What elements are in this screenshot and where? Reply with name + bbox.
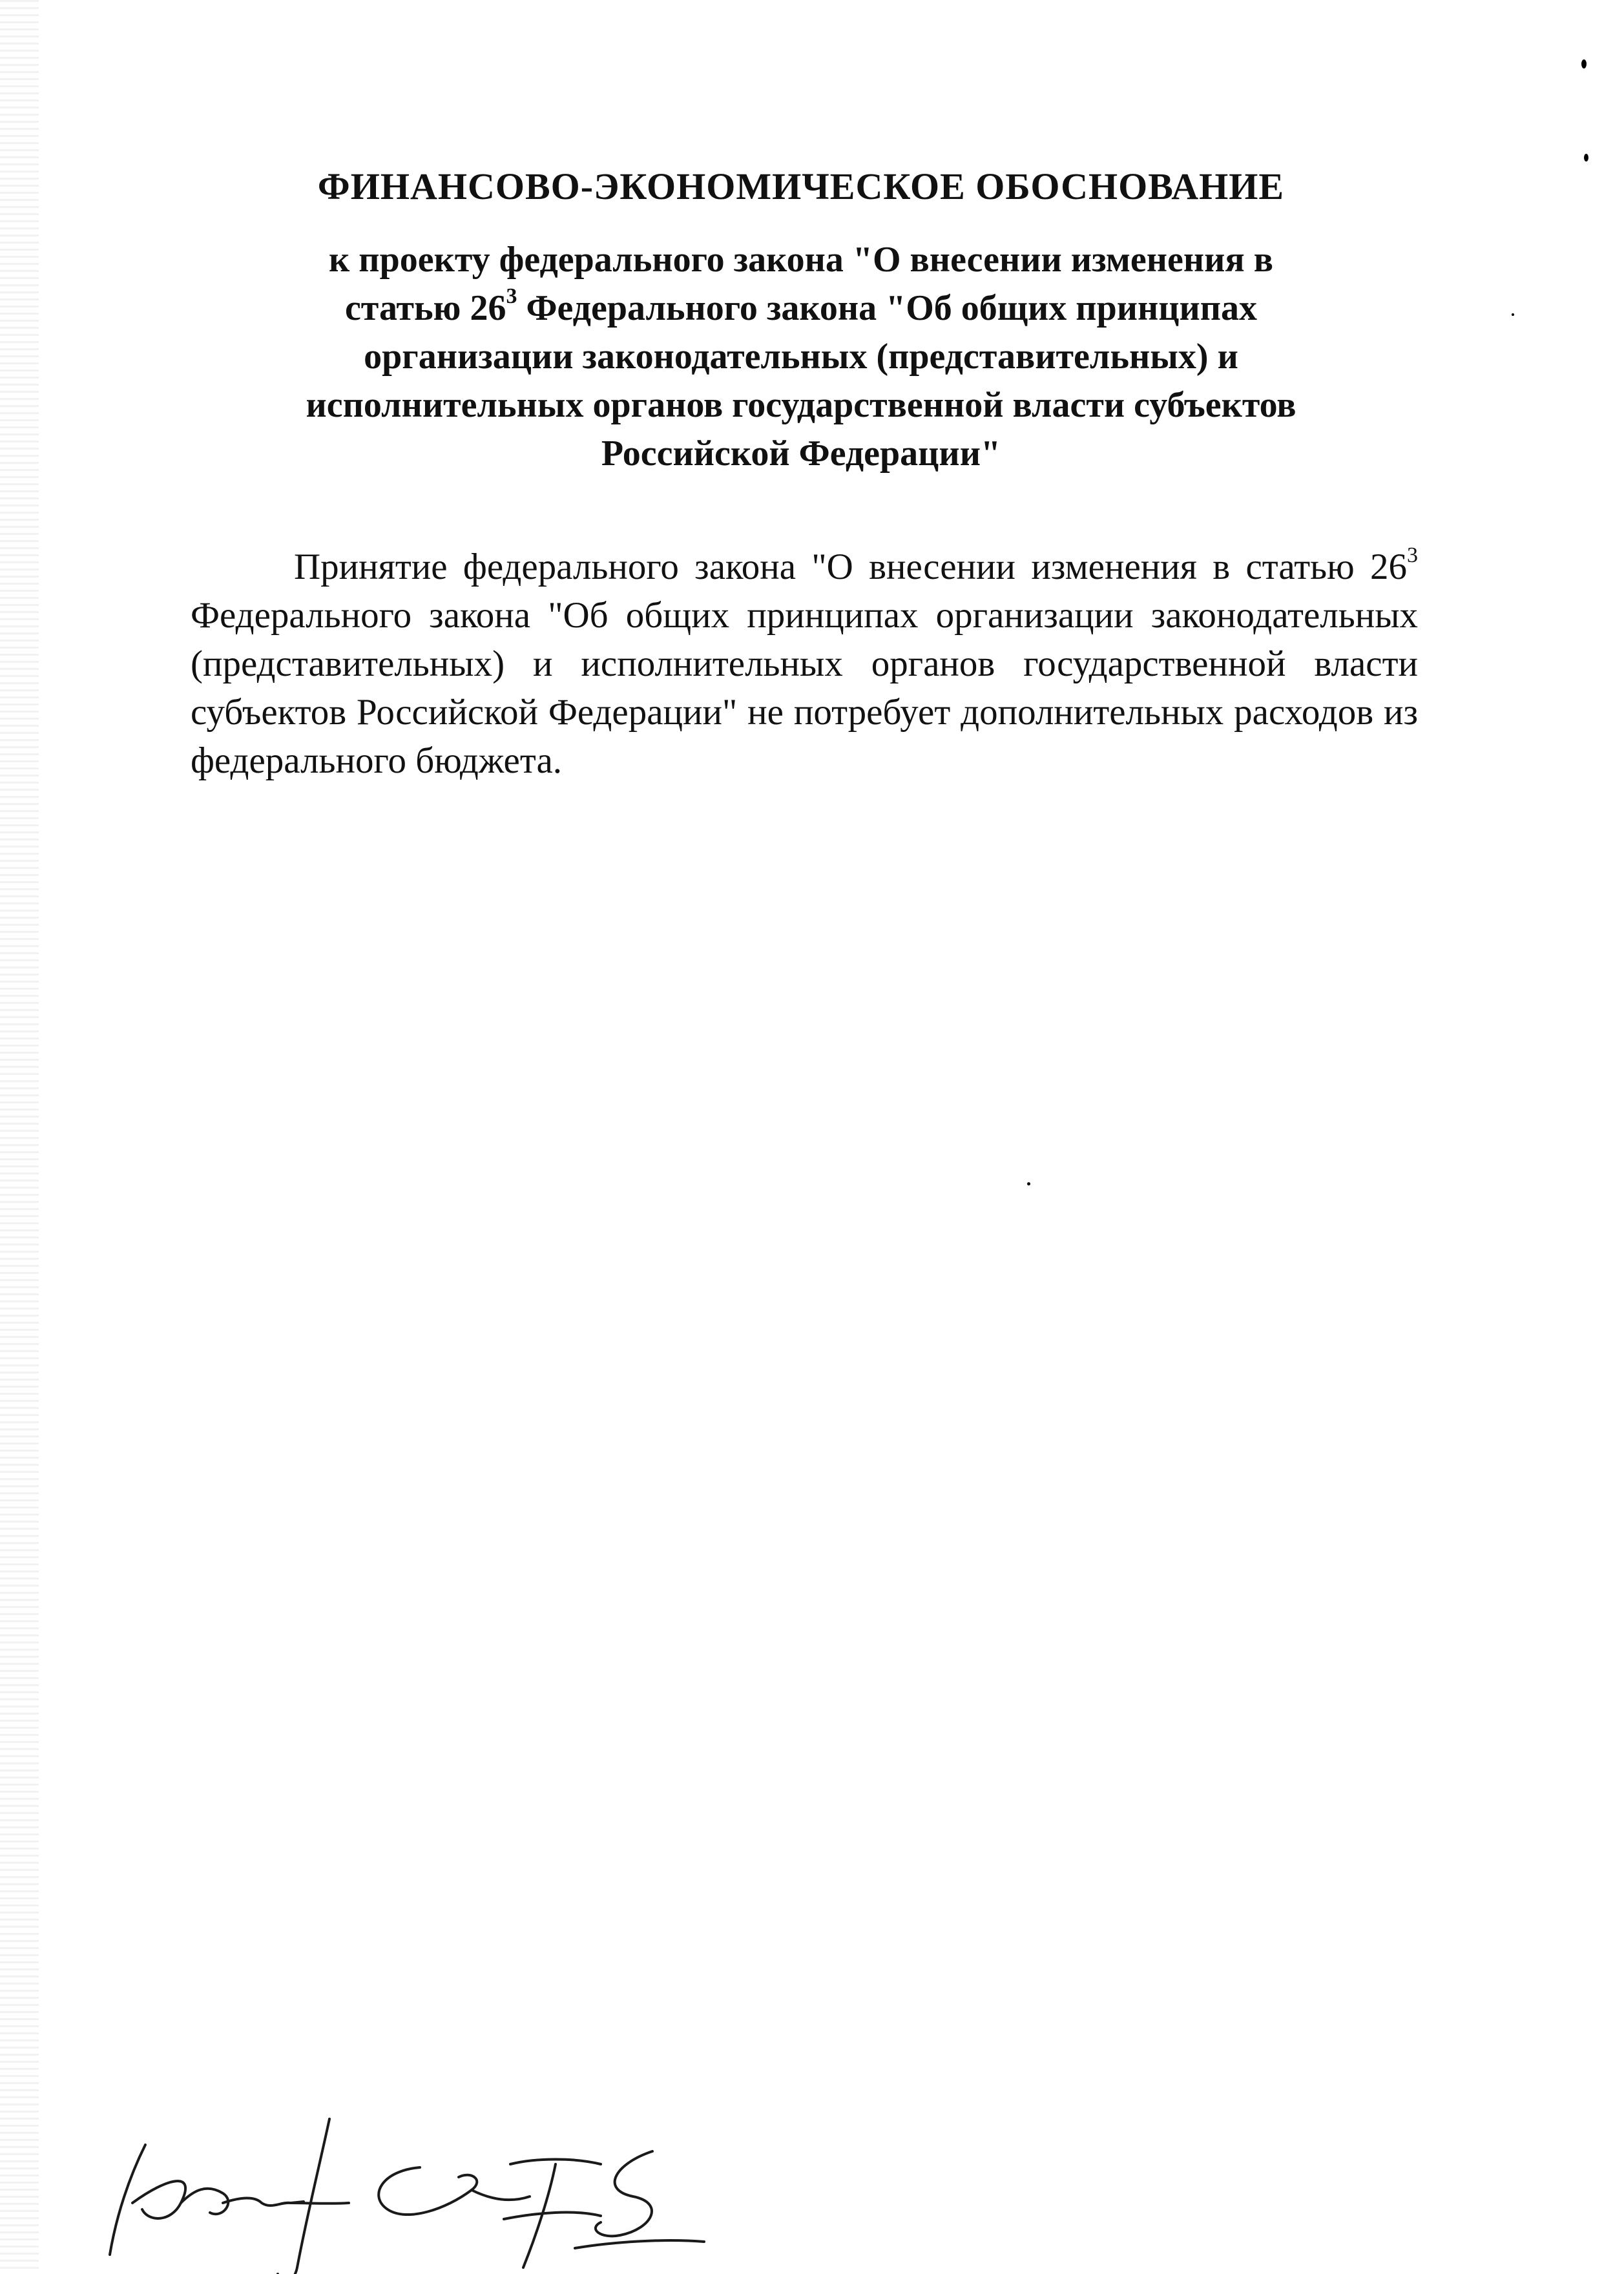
superscript: 3 [506,284,517,308]
superscript: 3 [1407,543,1418,567]
document-title: ФИНАНСОВО-ЭКОНОМИЧЕСКОЕ ОБОСНОВАНИЕ [317,165,1285,207]
scan-speck [1581,59,1587,68]
subtitle-line: статью $26^3$ Федерального закона "Об общих принципах [344,284,1258,328]
scan-speck [1027,1182,1030,1185]
scan-edge-artifact [0,0,39,2273]
subtitle-line: исполнительных органов государственной власти субъектов [306,385,1296,425]
scan-speck [1584,154,1588,162]
scan-speck [1512,313,1514,316]
subtitle-line: к проекту федерального закона "О внесении изменения в [329,240,1273,280]
handwritten-signature [84,2106,730,2274]
body-paragraph: Принятие федерального закона "О внесении изменения в статью $26^3$ Федерального закона "Об общих принципах организации законодательных (представительных) и исполнительных органов государственной власти субъектов Российской Федерации" не потребует дополнительных расходов из федерального бюджета. [191,543,1418,781]
subtitle-line: Российской Федерации" [601,433,1001,474]
document-subtitle [194,236,1408,478]
subtitle-line: организации законодательных (представительных) и [364,337,1238,377]
